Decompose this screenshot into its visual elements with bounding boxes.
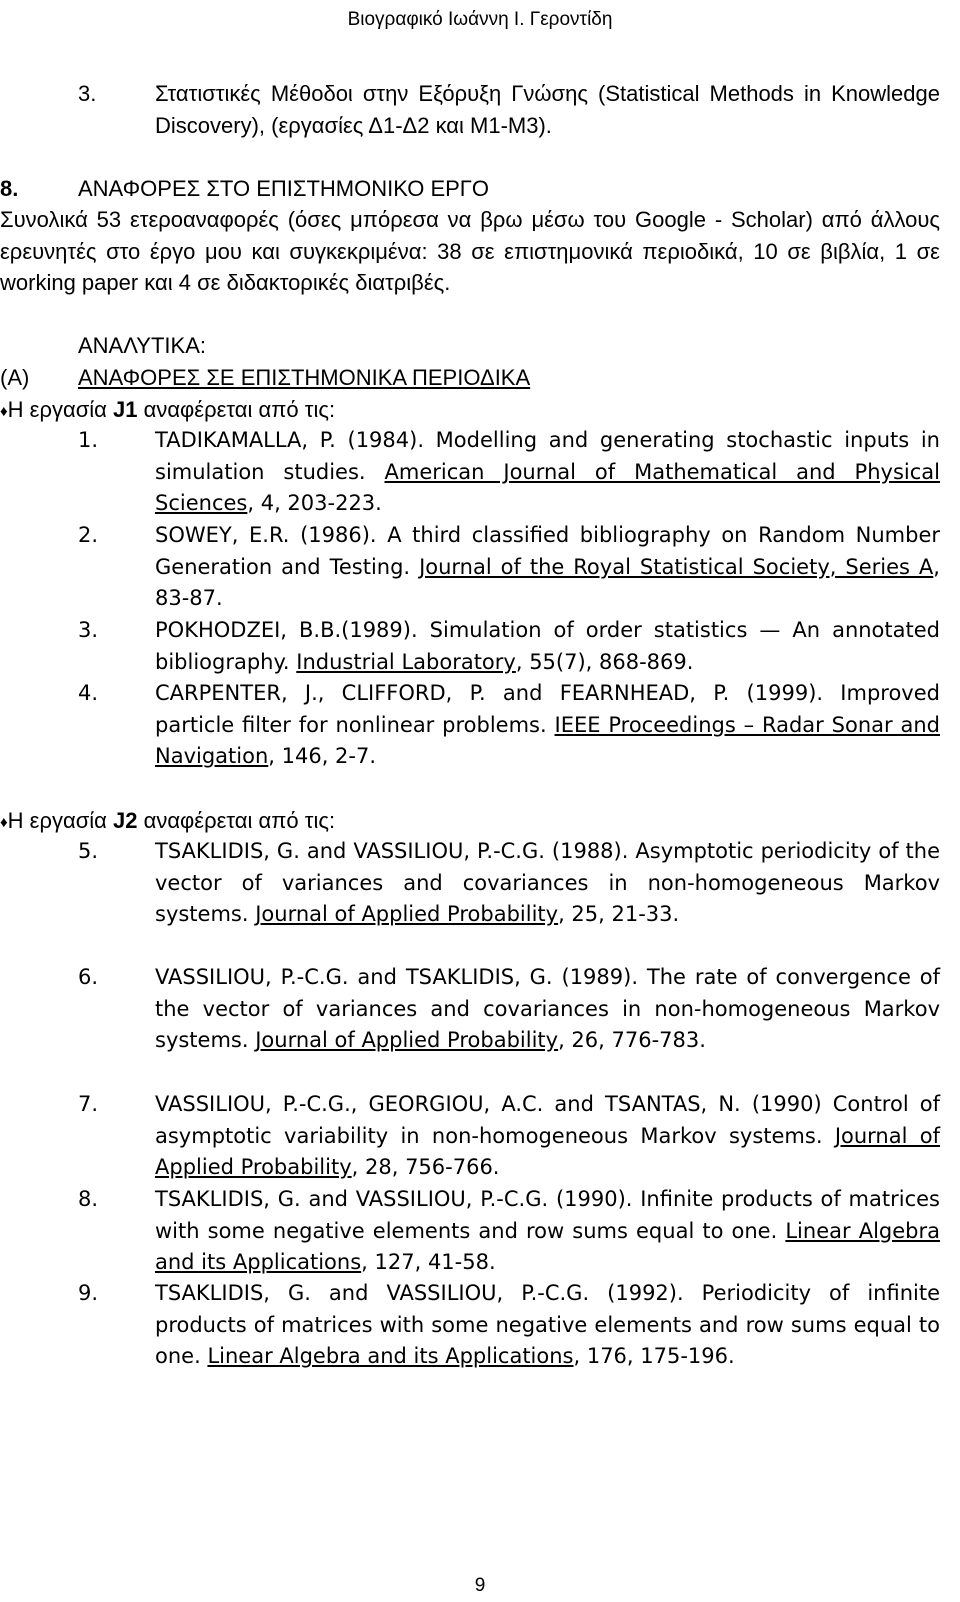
reference-citation: POKHODZEI, B.B.(1989). Simulation of order statistics — An annotated bibliography.	[155, 618, 940, 674]
reference-item	[78, 678, 940, 773]
group-heading-j1	[0, 394, 940, 428]
reference-number: 5.	[78, 839, 99, 863]
section-title: ΑΝΑΦΟΡΕΣ ΣΤΟ ΕΠΙΣΤΗΜΟΝΙΚΟ ΕΡΓΟ	[78, 176, 490, 201]
diamond-bullet-icon: ♦	[0, 814, 8, 831]
reference-item	[78, 1184, 940, 1279]
group-suffix: αναφέρεται από τις:	[137, 397, 336, 422]
reference-citation: TSAKLIDIS, G. and VASSILIOU, P.-C.G. (1992). Periodicity of infinite products of matrices with some negative elements and row sums equal to one.	[155, 1281, 940, 1368]
reference-text	[155, 836, 940, 931]
reference-text	[155, 962, 940, 1057]
reference-details: , 4, 203-223.	[247, 491, 382, 515]
group-code: J2	[113, 808, 138, 833]
reference-text	[155, 615, 940, 678]
group-prefix: Η εργασία	[7, 397, 113, 422]
reference-details: , 26, 776-783.	[558, 1028, 706, 1052]
reference-text	[155, 1278, 940, 1373]
group-prefix: Η εργασία	[7, 808, 113, 833]
reference-item	[78, 836, 940, 931]
reference-number: 4.	[78, 681, 99, 705]
reference-text	[155, 520, 940, 615]
item-number: 3.	[78, 81, 97, 106]
reference-details: , 176, 175-196.	[573, 1344, 735, 1368]
reference-details: , 55(7), 868-869.	[515, 649, 694, 674]
reference-text	[155, 678, 940, 773]
reference-details: , 28, 756-766.	[351, 1155, 500, 1179]
diamond-bullet-icon: ♦	[0, 403, 8, 420]
reference-item	[78, 520, 940, 615]
reference-number: 9.	[78, 1281, 99, 1305]
reference-item	[78, 1089, 940, 1184]
item-text: Στατιστικές Μέθοδοι στην Εξόρυξη Γνώσης (Statistical Methods in Knowledge Discovery), (εργασίες Δ1-Δ2 και Μ1-Μ3).	[155, 81, 940, 138]
journal-name: American Journal of Mathematical and Physical Sciences	[155, 459, 940, 515]
journal-name: Journal of Applied Probability	[255, 902, 559, 926]
reference-item	[78, 615, 940, 678]
reference-details: , 146, 2-7.	[268, 744, 377, 768]
reference-number: 3.	[78, 618, 99, 642]
reference-citation: VASSILIOU, P.-C.G., GEORGIOU, A.C. and TSANTAS, N. (1990) Control of asymptotic variability in non-homogeneous Markov systems.	[155, 1092, 940, 1148]
reference-citation: TADIKAMALLA, P. (1984). Modelling and generating stochastic inputs in simulation studies.	[155, 428, 940, 484]
reference-details: , 25, 21-33.	[558, 902, 680, 926]
journal-name: Journal of Applied Probability	[255, 1028, 559, 1052]
reference-text	[155, 425, 940, 520]
subsection-marker: (Α)	[0, 365, 30, 390]
journal-name: Linear Algebra and its Applications	[207, 1344, 574, 1368]
journal-name: Journal of the Royal Statistical Society, Series A	[419, 554, 934, 579]
reference-details: , 127, 41-58.	[361, 1250, 496, 1274]
journal-name: IEEE Proceedings – Radar Sonar and Navigation	[155, 712, 940, 768]
reference-citation: TSAKLIDIS, G. and VASSILIOU, P.-C.G. (1988). Asymptotic periodicity of the vector of variances and covariances in non-homogeneous Markov systems.	[155, 839, 940, 926]
group-code: J1	[113, 397, 138, 422]
journal-name: Linear Algebra and its Applications	[155, 1218, 940, 1274]
section-intro: Συνολικά 53 ετεροαναφορές (όσες μπόρεσα να βρω μέσω του Google - Scholar) από άλλους ερευνητές στο έργο μου και συγκεκριμένα: 38 σε επιστημονικά περιοδικά, 10 σε βιβλία, 1 σε working paper και 4 σε διδακτορικές διατριβές.	[0, 207, 940, 295]
subsection-title: ΑΝΑΦΟΡΕΣ ΣΕ ΕΠΙΣΤΗΜΟΝΙΚΑ ΠΕΡΙΟΔΙΚΑ	[78, 365, 531, 390]
reference-number: 2.	[78, 523, 99, 547]
reference-citation: CARPENTER, J., CLIFFORD, P. and FEARNHEAD, P. (1999). Improved particle filter for nonlinear problems.	[155, 681, 940, 737]
reference-item	[78, 425, 940, 520]
page-header: Βιογραφικό Ιωάννη Ι. Γεροντίδη	[347, 9, 613, 30]
page-number: 9	[474, 1575, 486, 1596]
reference-number: 7.	[78, 1092, 99, 1116]
reference-number: 6.	[78, 965, 99, 989]
section-number: 8.	[0, 176, 19, 201]
journal-name: Industrial Laboratory	[296, 649, 516, 674]
group-suffix: αναφέρεται από τις:	[137, 808, 336, 833]
reference-details: , 83-87.	[155, 554, 940, 610]
reference-text	[155, 1089, 940, 1184]
reference-citation: TSAKLIDIS, G. and VASSILIOU, P.-C.G. (1990). Infinite products of matrices with some negative elements and row sums equal to one.	[155, 1187, 940, 1243]
reference-number: 1.	[78, 428, 99, 452]
journal-name: Journal of Applied Probability	[155, 1123, 940, 1179]
reference-number: 8.	[78, 1187, 99, 1211]
reference-item	[78, 1278, 940, 1373]
reference-text	[155, 1184, 940, 1279]
analytics-label: ΑΝΑΛΥΤΙΚΑ:	[78, 333, 206, 358]
list-item	[0, 78, 940, 141]
reference-citation: SOWEY, E.R. (1986). A third classified bibliography on Random Number Generation and Testing.	[155, 523, 940, 579]
group-heading-j2	[0, 805, 940, 839]
reference-citation: VASSILIOU, P.-C.G. and TSAKLIDIS, G. (1989). The rate of convergence of the vector of variances and covariances in non-homogeneous Markov systems.	[155, 965, 940, 1052]
reference-item	[78, 962, 940, 1057]
